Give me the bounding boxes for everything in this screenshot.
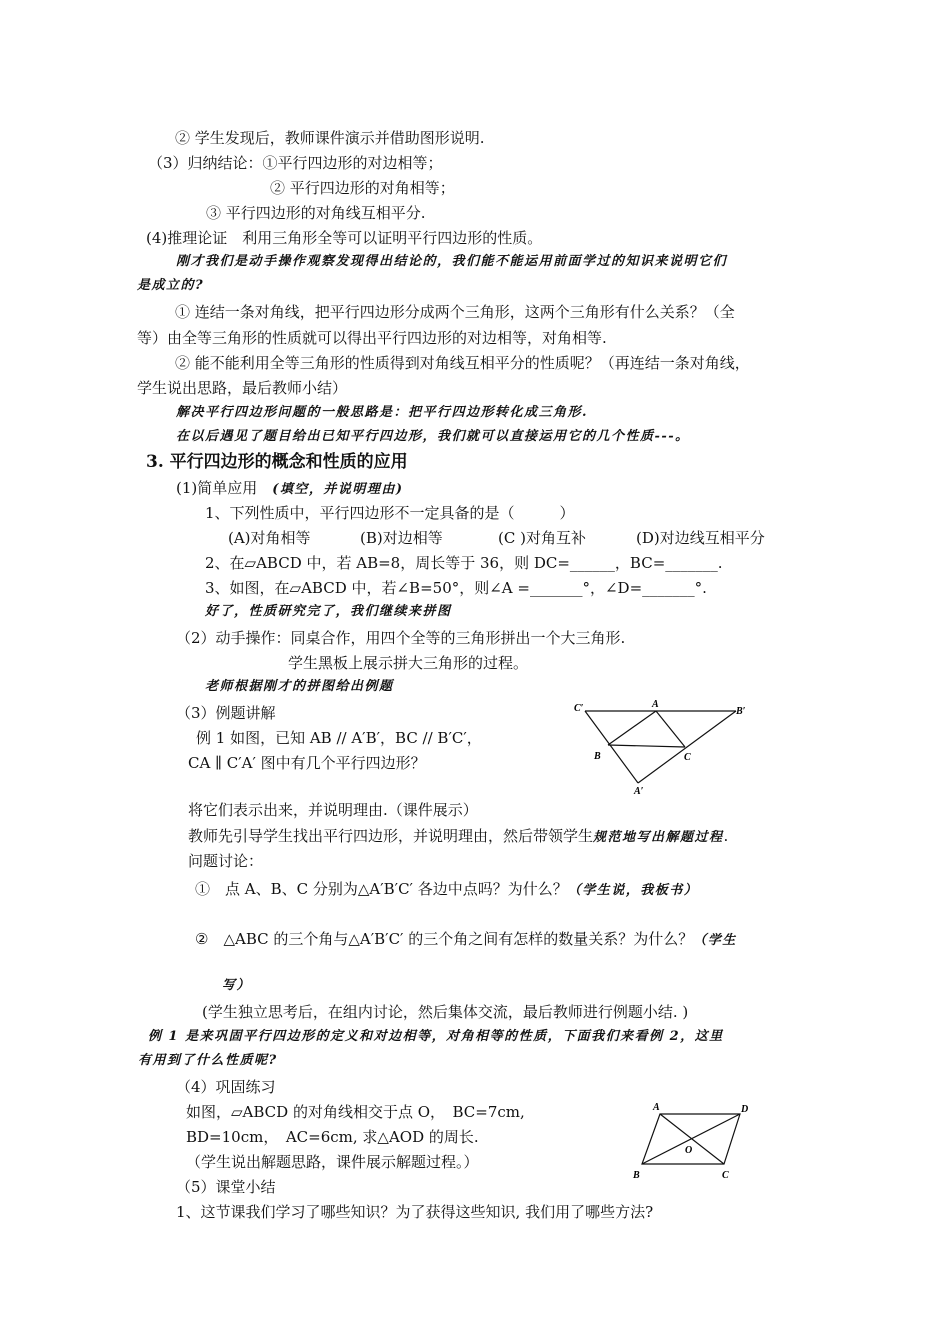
- subsection-label: （4）巩固练习: [176, 1078, 276, 1096]
- text-line: ① 连结一条对角线，把平行四边形分成两个三角形，这两个三角形有什么关系？（全: [175, 303, 735, 321]
- text-segment: ① 点 A、B、C 分别为△A′B′C′ 各边中点吗？为什么？: [195, 880, 568, 898]
- example-line: CA ∥ C′A′ 图中有几个平行四边形？: [188, 754, 426, 772]
- emphasis-inline: （学生说，我板书）: [567, 883, 699, 898]
- discussion-item: [195, 879, 698, 901]
- text-line: ② 能不能利用全等三角形的性质得到对角线互相平分的性质呢？（再连结一条对角线，: [175, 354, 750, 372]
- emphasis-line: 有用到了什么性质呢?: [138, 1053, 278, 1068]
- text-line: 学生说出思路，最后教师小结）: [137, 379, 348, 397]
- text-segment: .: [723, 827, 729, 845]
- label-a-prime: A′: [634, 786, 644, 797]
- option-a: (A)对角相等: [228, 529, 311, 547]
- label-d: D: [741, 1104, 749, 1115]
- label-o: O: [685, 1145, 693, 1156]
- label-c: C: [684, 752, 691, 763]
- text-line: [188, 826, 728, 848]
- label-c: C: [722, 1170, 729, 1181]
- text-line: [176, 478, 404, 500]
- text-line: （3）归纳结论：①平行四边形的对边相等；: [148, 154, 443, 172]
- text-line: 问题讨论：: [188, 852, 264, 870]
- subsection-label: （5）课堂小结: [176, 1178, 276, 1196]
- parallelogram-figure: [628, 1098, 758, 1184]
- option-b: (B)对边相等: [360, 529, 443, 547]
- question-line: 3、如图，在▱ABCD 中，若∠B=50°，则∠A =_______°，∠D=_______°.: [205, 579, 707, 597]
- discussion-item: [195, 929, 737, 951]
- text-line: (学生独立思考后，在组内讨论，然后集体交流，最后教师进行例题小结. ): [202, 1003, 689, 1021]
- question-line: 2、在▱ABCD 中，若 AB=8，周长等于 36，则 DC=______，BC=_______.: [205, 554, 723, 572]
- label-c-prime: C′: [574, 703, 584, 714]
- text-line: 1、这节课我们学习了哪些知识？为了获得这些知识, 我们用了哪些方法?: [176, 1203, 654, 1221]
- label-a: A: [652, 699, 659, 710]
- emphasis-line: 解决平行四边形问题的一般思路是：把平行四边形转化成三角形.: [176, 405, 589, 420]
- emphasis-line: 例 1 是来巩固平行四边形的定义和对边相等，对角相等的性质，下面我们来看例 2，这里: [148, 1029, 724, 1044]
- emphasis-line: 好了，性质研究完了，我们继续来拼图: [205, 604, 452, 619]
- label-b: B: [594, 751, 601, 762]
- triangle-figure: [568, 697, 758, 797]
- emphasis-line: 是成立的?: [137, 278, 205, 293]
- text-line: ② 平行四边形的对角相等；: [270, 179, 455, 197]
- exercise-line: BD=10cm， AC=6cm, 求△AOD 的周长.: [186, 1128, 479, 1146]
- question-line: 1、下列性质中，平行四边形不一定具备的是（ ）: [205, 504, 575, 522]
- text-line: 等）由全等三角形的性质就可以得出平行四边形的对边相等，对角相等.: [137, 329, 607, 347]
- label-b: B: [633, 1170, 640, 1181]
- text-line: （2）动手操作：同桌合作，用四个全等的三角形拼出一个大三角形.: [176, 629, 626, 647]
- emphasis-inline: （学生: [693, 933, 737, 948]
- text-segment: 教师先引导学生找出平行四边形，并说明理由，然后带领学生: [188, 827, 594, 845]
- subsection-label: （3）例题讲解: [176, 704, 276, 722]
- text-line: 学生黑板上展示拼大三角形的过程。: [288, 654, 529, 672]
- text-segment: ② △ABC 的三个角与△A′B′C′ 的三个角之间有怎样的数量关系？为什么？: [195, 930, 694, 948]
- text-line: （学生说出解题思路，课件展示解题过程。）: [186, 1153, 479, 1171]
- text-line: 将它们表示出来，并说明理由.（课件展示）: [188, 801, 478, 819]
- example-line: 例 1 如图，已知 AB // A′B′，BC // B′C′，: [196, 729, 482, 747]
- option-c: (C )对角互补: [498, 529, 586, 547]
- section-heading: 3. 平行四边形的概念和性质的应用: [146, 452, 408, 472]
- emphasis-line: 刚才我们是动手操作观察发现得出结论的，我们能不能运用前面学过的知识来说明它们: [176, 254, 728, 269]
- subsection-label: (1)简单应用: [176, 479, 273, 497]
- emphasis-line: 写）: [222, 978, 252, 993]
- emphasis-line: 在以后遇见了题目给出已知平行四边形，我们就可以直接运用它的几个性质---。: [176, 429, 690, 444]
- exercise-line: 如图，▱ABCD 的对角线相交于点 O， BC=7cm,: [186, 1103, 525, 1121]
- option-d: (D)对边线互相平分: [636, 529, 765, 547]
- label-b-prime: B′: [736, 706, 746, 717]
- emphasis-inline: 规范地写出解题过程: [593, 830, 724, 845]
- text-line: ② 学生发现后，教师课件演示并借助图形说明.: [175, 129, 485, 147]
- emphasis-line: 老师根据刚才的拼图给出例题: [205, 679, 394, 694]
- label-a: A: [653, 1102, 660, 1113]
- text-line: ③ 平行四边形的对角线互相平分.: [206, 204, 426, 222]
- text-line: (4)推理论证 利用三角形全等可以证明平行四边形的性质。: [146, 229, 543, 247]
- emphasis-inline: (填空，并说明理由): [272, 482, 404, 497]
